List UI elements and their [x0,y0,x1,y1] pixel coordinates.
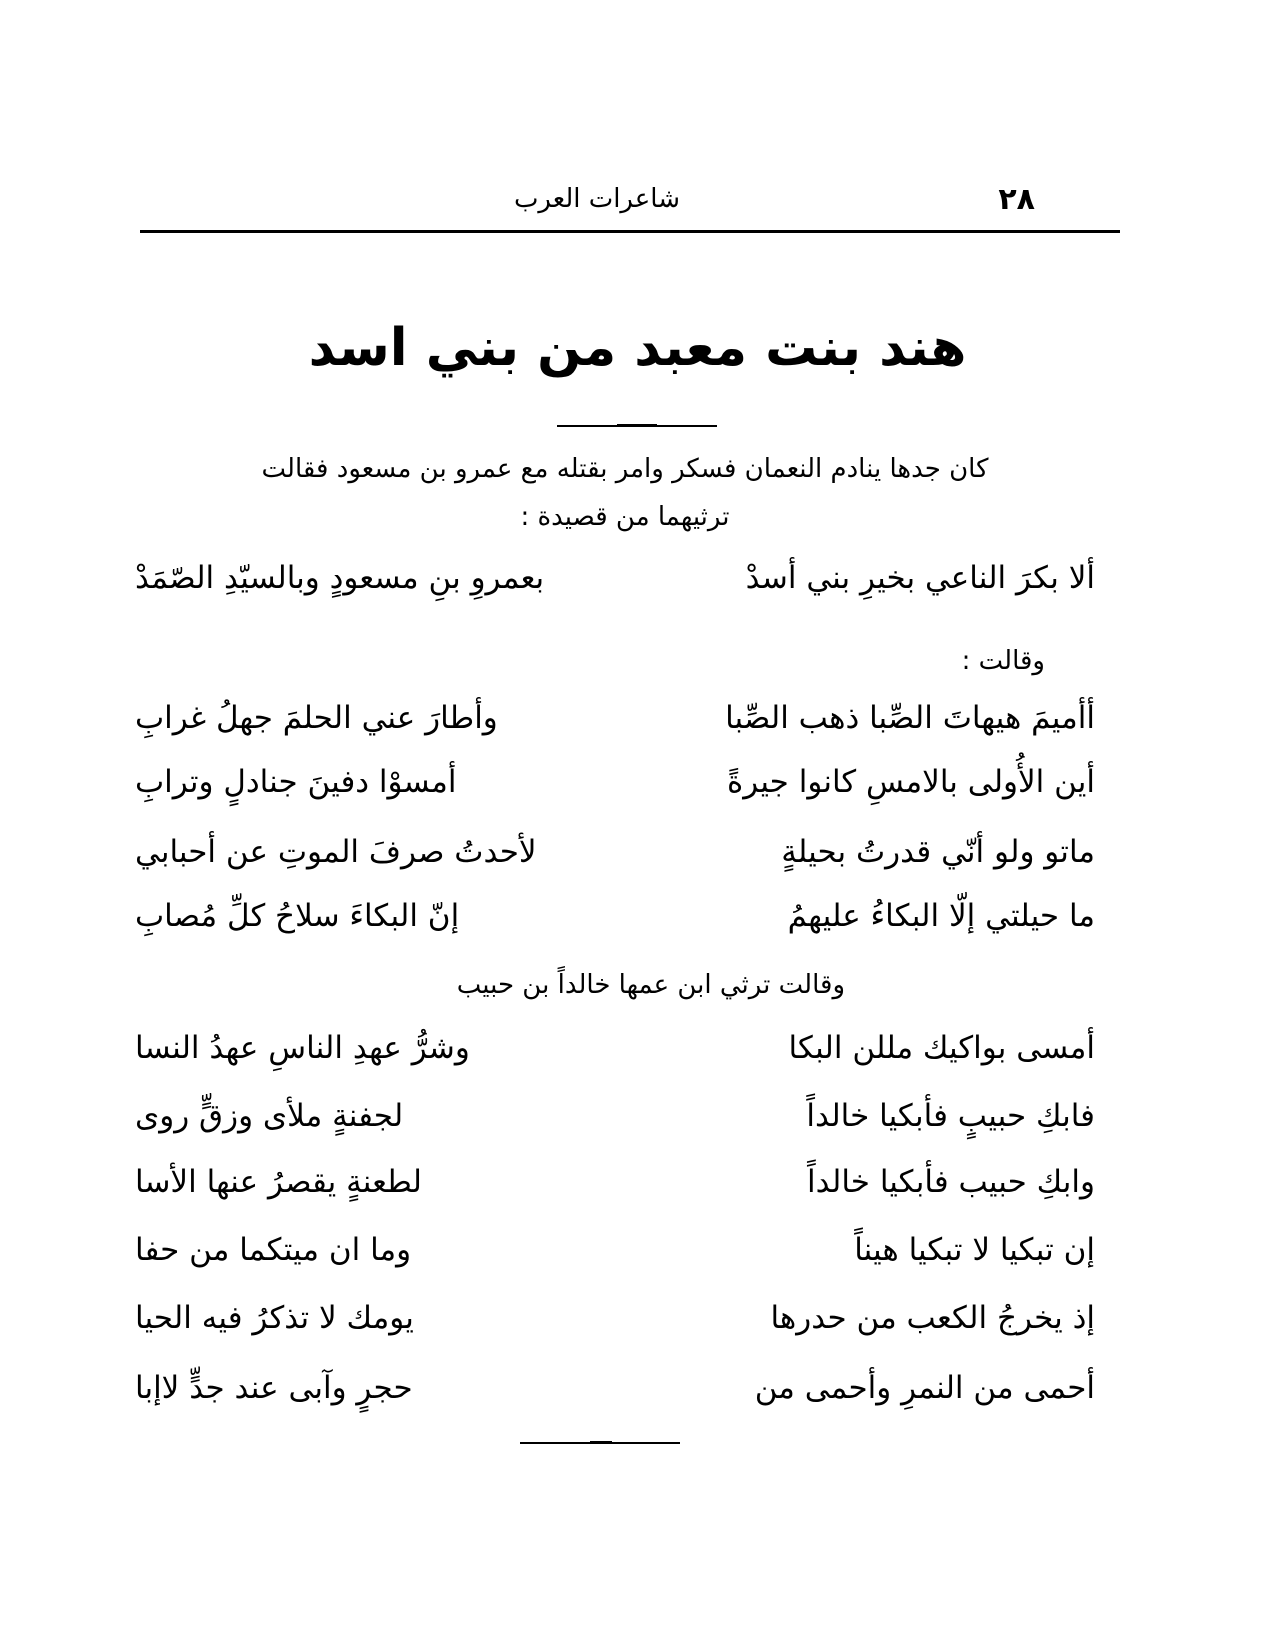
verse-first-hemistich: إن تبكيا لا تبكيا هيناً [854,1232,1095,1268]
verse-row [135,898,1095,954]
verse-first-hemistich: ماتو ولو أنّي قدرتُ بحيلةٍ [781,834,1095,870]
header-rule [140,230,1120,233]
intro-paragraph [190,445,1060,541]
footer-ornament-rule [520,1442,680,1444]
verse-first-hemistich: ما حيلتي إلّا البكاءُ عليهمُ [787,898,1095,934]
verse-row [135,700,1095,756]
section-label: وقالت ترثي ابن عمها خالداً بن حبيب [456,970,845,1000]
verse-first-hemistich: وابكِ حبيب فأبكيا خالداً [807,1164,1095,1200]
verse-second-hemistich: لطعنةٍ يقصرُ عنها الأسا [135,1164,422,1200]
verse-first-hemistich: إذ يخرجُ الكعب من حدرها [770,1300,1095,1336]
poem-title: هند بنت معبد من بني اسد [308,318,967,378]
verse-second-hemistich: أمسوْا دفينَ جنادلٍ وترابِ [135,764,457,800]
running-header [140,182,1115,230]
verse-row [135,1300,1095,1356]
verse-first-hemistich: أين الأُولى بالامسِ كانوا جيرةً [726,764,1095,800]
verse-row [135,1232,1095,1288]
verse-row [135,560,1095,616]
intro-line-1: كان جدها ينادم النعمان فسكر وامر بقتله مع عمرو بن مسعود فقالت [261,454,989,484]
verse-second-hemistich: لجفنةٍ ملأى وزقٍّ روى [135,1098,404,1134]
verse-first-hemistich: ألا بكرَ الناعي بخيرِ بني أسدْ [745,560,1095,596]
verse-row [135,1030,1095,1086]
verse-second-hemistich: وشرُّ عهدِ الناسِ عهدُ النسا [135,1030,470,1066]
running-title: شاعرات العرب [513,184,680,214]
verse-first-hemistich: أأميمَ هيهاتَ الصِّبا ذهب الصِّبا [725,700,1095,736]
verse-first-hemistich: أمسى بواكيك مللن البكا [788,1030,1095,1066]
verse-row [135,1164,1095,1220]
verse-row [135,764,1095,820]
verse-row [135,1098,1095,1154]
intro-line-2: ترثيهما من قصيدة : [520,502,730,532]
verse-second-hemistich: وأطارَ عني الحلمَ جهلُ غرابِ [135,700,498,736]
page-number: ٢٨ [998,182,1035,217]
section-label: وقالت : [961,646,1045,676]
verse-first-hemistich: فابكِ حبيبٍ فأبكيا خالداً [806,1098,1095,1134]
verse-second-hemistich: إنّ البكاءَ سلاحُ كلِّ مُصابِ [135,898,460,934]
verse-row [135,1370,1095,1426]
verse-second-hemistich: وما ان ميتكما من حفا [135,1232,412,1268]
title-ornament-rule [557,425,717,427]
verse-first-hemistich: أحمى من النمرِ وأحمى من [754,1370,1095,1406]
verse-second-hemistich: حجرٍ وآبى عند جدٍّ لاإبا [135,1370,413,1406]
verse-row [135,834,1095,890]
verse-second-hemistich: لأحدتُ صرفَ الموتِ عن أحبابي [135,834,537,870]
verse-second-hemistich: يومك لا تذكرُ فيه الحيا [135,1300,414,1336]
verse-second-hemistich: بعمروِ بنِ مسعودٍ وبالسيّدِ الصّمَدْ [135,560,545,596]
